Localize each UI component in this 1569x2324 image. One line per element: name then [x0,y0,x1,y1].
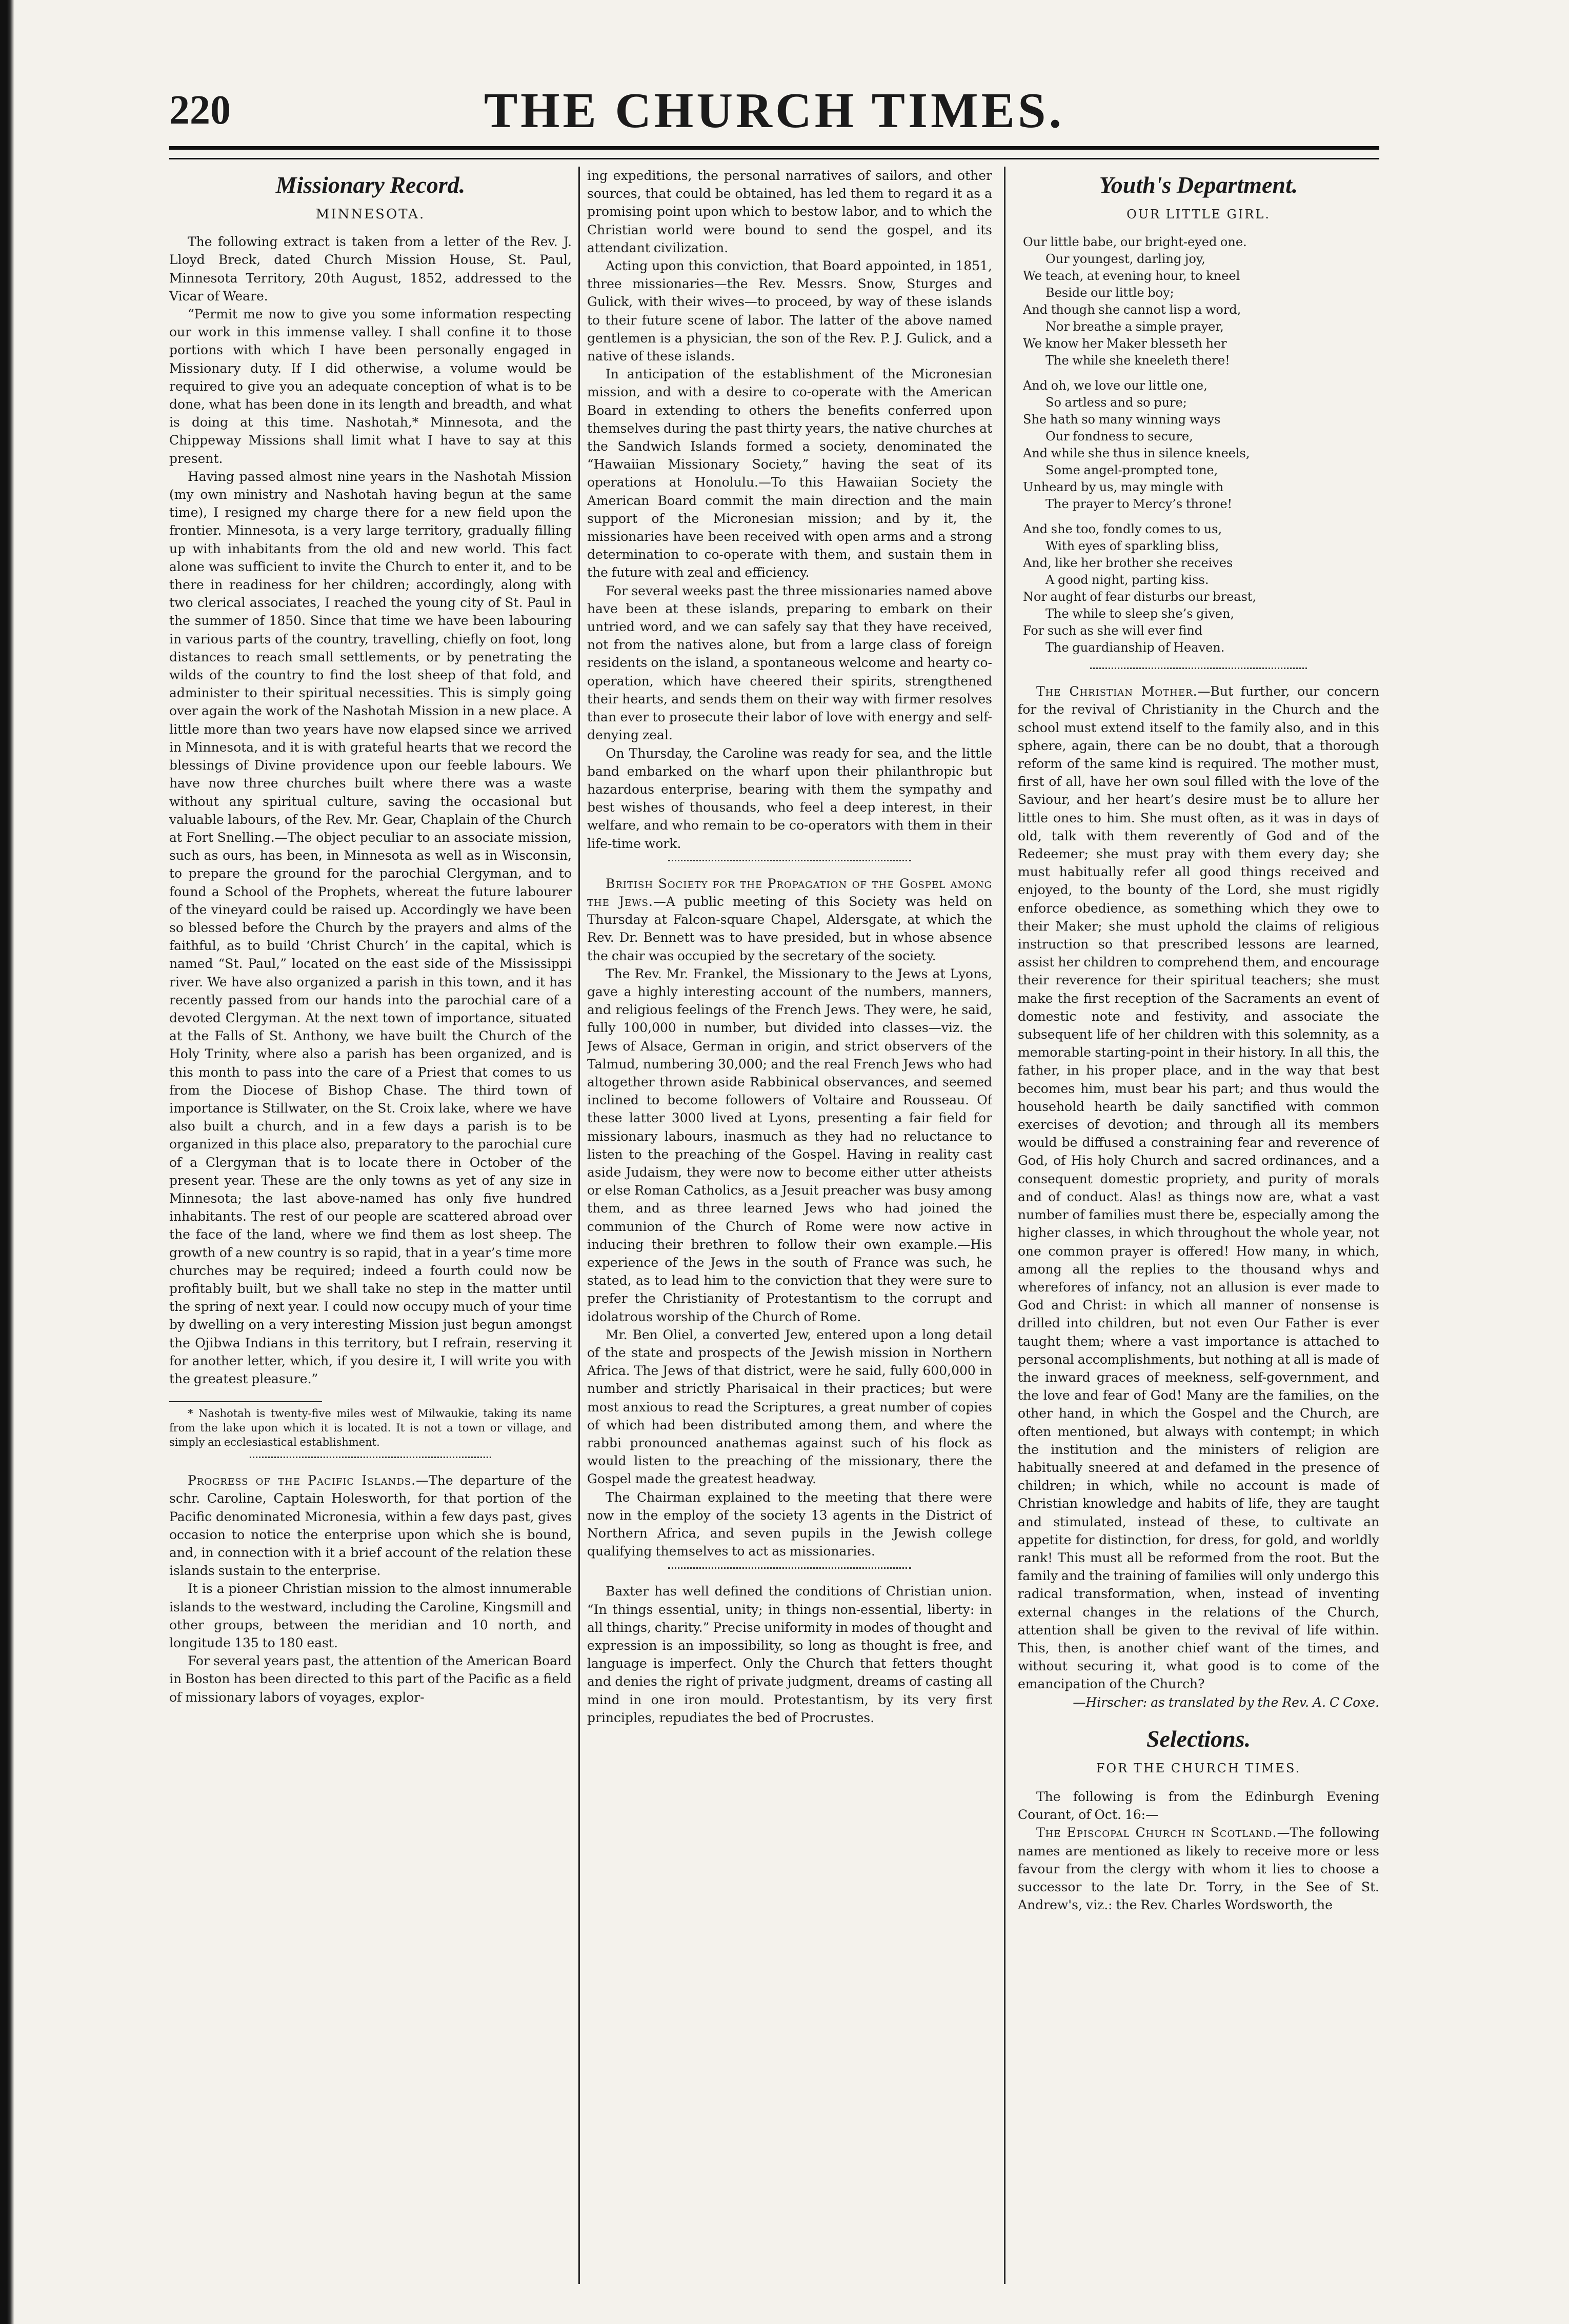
paragraph: It is a pioneer Christian mission to the almost innumerable islands to the westward, including the Caroline, Kingsmill and other groups, between the meridian and 10 north, and longitude 135 to 180 east. [169,1581,572,1651]
paragraph: Acting upon this conviction, that Board appointed, in 1851, three missionaries—the Rev. Messrs. Snow, Sturges and Gulick, with their wives—to proceed, by way of these islands to their future scene of labor. The latter of the above named gentlemen is a physician, the son of the Rev. P. J. Gulick, and a native of these islands. [587,258,992,364]
paragraph-text: —A public meeting of this Society was held on Thursday at Falcon-square Chapel, Aldersgate, at which the Rev. Dr. Bennett was to have presided, but in whose absence the chair was occupied by the secretary of the society. [587,894,992,963]
poem-line: A good night, parting kiss. [1045,573,1209,588]
poem-line: And, like her brother she receives [1023,556,1233,571]
page-binding-edge [0,0,14,2324]
column-rule [1004,167,1005,2284]
paragraph-text: —But further, our concern for the revival of Christianity in the Church and the school must extend itself to the family also, and in this sphere, again, there can be no doubt, that a thorough reform of the same kind is required. The mother must, first of all, have her own soul filled with the love of the Saviour, and her heart’s desire must be to allure her little ones to him. She must often, as it was in days of old, talk with them reverently of God and of the Redeemer; she must pray with them every day; she must habitually refer all good things received and enjoyed, to the bounty of the Lord, she must rigidly enforce obedience, as something which they owe to their Maker; she must uphold the claims of religious instruction so that prescribed lessons are learned, assist her children to comprehend them, and encourage their reverence for their spiritual teachers; she must make the first reception of the Sacraments an event of domestic note and festivity, and associate the subsequent life of her children with this solemnity, as a memorable starting-point in their history. In all this, the father, in his proper place, and in the way that best becomes him, must bear his part; and thus would the household hearth be daily sanctified with common exercises of devotion; and through all its members would be diffused a constraining fear and reverence of God, of His holy Church and sacred ordinances, and a consequent domestic propriety, and purity of morals and of conduct. Alas! as things now are, what a vast number of families must there be, especially among the higher classes, in which throughout the whole year, not one common prayer is offered! How many, in which, among all the replies to the thousand whys and wherefores of infancy, not an allusion is ever made to God and Christ: in which all manner of nonsense is drilled into children, but not even Our Father is ever taught them; where a vast importance is attached to personal accomplishments, but nothing at all is made of the inward graces of meekness, self-government, and the love and fear of God! Many are the families, on the other hand, in which the Gospel and the Church, are often mentioned, but always with contempt; in which the institution and the ministers of religion are habitually sneered at and defamed in the presence of children; in which, while no account is made of Christian knowledge and habits of life, they are taught and stimulated, instead of these, to cultivate an appetite for distinction, for dress, for gold, and worldly rank! This must all be reformed from the root. But the family and the training of families will only undergo this radical transformation, when, instead of inventing external changes in the relations of the Church, attention shall be given to the revival of life within. This, then, is another chief want of the times, and without securing it, what good is to come of the emancipation of the Church? [1018,684,1379,1692]
poem-line: And while she thus in silence kneels, [1023,446,1250,461]
paragraph: For several years past, the attention of the American Board in Boston has been directed to this part of the Pacific as a field of missionary labors of voyages, explor- [169,1653,572,1705]
poem-line: Our fondness to secure, [1045,429,1193,444]
paragraph-text: —The following names are mentioned as likely to receive more or less favour from the clergy with whom it lies to choose a successor to the late Dr. Torry, in the See of St. Andrew's, viz.: the Rev. Charles Wordsworth, the [1018,1825,1379,1913]
paragraph: On Thursday, the Caroline was ready for sea, and the little band embarked on the wharf upon their philanthropic but hazardous enterprise, bearing with them the sympathy and best wishes of thousands, who feel a deep interest, in their welfare, and who remain to be co-operators with them in their life-time work. [587,745,992,851]
column-middle [587,167,992,2289]
poem-line: The prayer to Mercy’s throne! [1045,497,1233,512]
poem-line: The while she kneeleth there! [1045,353,1230,368]
page-number: 220 [169,88,231,133]
poem [1023,234,1374,656]
column-rule [578,167,580,2284]
section-divider [250,1457,491,1464]
column-youths-department [1018,167,1379,2289]
paragraph-pacific-islands [169,1471,572,1580]
section-title-selections: Selections. [1146,1725,1251,1752]
section-divider [1090,668,1307,675]
poem-title: OUR LITTLE GIRL. [1127,207,1271,221]
poem-line: Our little babe, our bright-eyed one. [1023,235,1247,250]
poem-line: Nor aught of fear disturbs our breast, [1023,590,1257,604]
poem-line: And oh, we love our little one, [1023,378,1208,393]
poem-line: And though she cannot lisp a word, [1023,302,1241,317]
footnote-rule [169,1401,322,1402]
poem-line: So artless and so pure; [1045,395,1187,410]
selections-subhead: FOR THE CHURCH TIMES. [1096,1761,1301,1775]
footnote: * Nashotah is twenty-five miles west of Milwaukie, taking its name from the lake upon which it is located. It is not a town or village, and simply an ecclesiastical establishment. [169,1407,572,1449]
poem-line: And she too, fondly comes to us, [1023,522,1222,537]
paragraph: The following extract is taken from a letter of the Rev. J. Lloyd Breck, dated Church Mission House, St. Paul, Minnesota Territory, 20th August, 1852, addressed to the Vicar of Weare. [169,234,572,304]
paragraph-episcopal-church [1018,1824,1379,1914]
section-title-youths-department: Youth's Department. [1099,172,1298,198]
poem-line: The while to sleep she’s given, [1045,607,1235,621]
poem-line: Nor breathe a simple prayer, [1045,319,1224,334]
poem-line: Unheard by us, may mingle with [1023,480,1224,495]
poem-line: Our youngest, darling joy, [1045,252,1205,267]
paragraph: Mr. Ben Oliel, a converted Jew, entered upon a long detail of the state and prospects of the Jewish mission in Northern Africa. The Jews of that district, were he said, fully 600,000 in number and strictly Pharisaical in their practices; but were most anxious to read the Scriptures, a great number of copies of which had been distributed among them, and where the rabbi pronounced anathemas against such of his flock as would listen to the preaching of the missionary, there the Gospel made the greatest headway. [587,1327,992,1487]
paragraph: For several weeks past the three missionaries named above have been at these islands, preparing to embark on their untried word, and we can safely say that they have received, not from the natives alone, but from a large class of foreign residents on the island, a spontaneous welcome and hearty co-operation, which have cheered their spirits, strengthened their hearts, and sends them on their way with firmer resolves than ever to prosecute their labor of love with energy and self-denying zeal. [587,583,992,743]
paragraph: The Chairman explained to the meeting that there were now in the employ of the society 13 agents in the District of Northern Africa, and seven pupils in the Jewish college qualifying themselves to act as missionaries. [587,1489,992,1559]
section-divider [668,1567,911,1575]
paragraph-british-society [587,875,992,965]
paragraph: “Permit me now to give you some information respecting our work in this immense valley. I shall confine it to those portions with which I have been personally engaged in Missionary duty. If I did otherwise, a volume would be required to give you an adequate conception of what is to be done, what has been done in its length and breadth, and what is doing at this time. Nashotah,* Minnesota, and the Chippeway Missions shall limit what I have to say at this present. [169,307,572,466]
poem-line: With eyes of sparkling bliss, [1045,539,1219,554]
poem-line: She hath so many winning ways [1023,412,1221,427]
paragraph-text: —The departure of the schr. Caroline, Captain Holesworth, for that portion of the Pacific denominated Micronesia, within a few days past, gives occasion to notice the enterprise upon which she is bound, and, in connection with it a brief account of the relation these islands sustain to the enterprise. [169,1473,572,1579]
poem-line: We teach, at evening hour, to kneel [1023,269,1240,284]
inline-heading-pacific-islands: Progress of the Pacific Islands. [188,1473,416,1488]
section-divider [668,860,911,867]
section-title-missionary-record: Missionary Record. [275,172,466,198]
poem-line: Some angel-prompted tone, [1045,463,1218,478]
newspaper-title: THE CHURCH TIMES. [484,83,1065,138]
inline-heading-british-society: British Society for the Propagation of the Gospel among the Jews. [587,876,992,909]
poem-line: For such as she will ever find [1023,623,1203,638]
poem-line: The guardianship of Heaven. [1045,640,1225,655]
paragraph: The Rev. Mr. Frankel, the Missionary to the Jews at Lyons, gave a highly interesting account of the numbers, manners, and religious feelings of the French Jews. They were, he said, fully 100,000 in number, but divided into classes—viz. the Jews of Alsace, German in origin, and strict observers of the Talmud, numbering 30,000; and the real French Jews who had altogether thrown aside Rabbinical observances, and seemed inclined to become followers of Voltaire and Rousseau. Of these latter 3000 lived at Lyons, presenting a fair field for missionary labours, inasmuch as they had no reluctance to listen to the preaching of the Gospel. Having in reality cast aside Judaism, they were now to become either utter atheists or else Roman Catholics, as a Jesuit preacher was busy among them, and as three learned Jews who had joined the communion of the Church of Rome were now active in inducing their brethren to follow their own example.—His experience of the Jews in the south of France was such, he stated, as to lead him to the conviction that they were sure to prefer the Christianity of Protestantism to the corrupt and idolatrous worship of the Church of Rome. [587,966,992,1324]
poem-line: Beside our little boy; [1045,286,1174,300]
paragraph: Having passed almost nine years in the Nashotah Mission (my own ministry and Nashotah having begun at the same time), I resigned my charge there for a new field upon the frontier. Minnesota, is a very large territory, gradually filling up with inhabitants from the old and new world. This fact alone was sufficient to invite the Church to enter it, and to be there in readiness for her children; accordingly, along with two clerical associates, I reached the young city of St. Paul in the summer of 1850. Since that time we have been labouring in various parts of the country, travelling, chiefly on foot, long distances to reach small settlements, or by penetrating the wilds of the country to find the lost sheep of that fold, and administer to their spiritual necessities. This is simply going over again the work of the Nashotah Mission in a new place. A little more than two years have now elapsed since we arrived in Minnesota, and it is with grateful hearts that we record the blessings of Divine providence upon our feeble labours. We have now three churches built where there was a waste without any spiritual culture, saving the occasional but valuable labours, of the Rev. Mr. Gear, Chaplain of the Church at Fort Snelling.—The object peculiar to an associate mission, such as ours, has been, in Minnesota as well as in Wisconsin, to prepare the ground for the parochial Clergyman, and to found a School of the Prophets, whereat the future labourer of the vineyard could be raised up. Accordingly we have been so blessed before the Church by the prayers and alms of the faithful, as to build ‘Christ Church’ in the capital, which is named “St. Paul,” located on the east side of the Mississippi river. We have also organized a parish in this town, and it has recently passed from our hands into the parochial care of a devoted Clergyman. At the next town of importance, situated at the Falls of St. Anthony, we have built the Church of the Holy Trinity, where also a parish has been organized, and is this month to pass into the care of a Priest that comes to us from the Diocese of Bishop Chase. The third town of importance is Stillwater, on the St. Croix lake, where we have also built a church, and in a few days a parish is to be organized in this place also, preparatory to the parochial cure of a Clergyman that is to locate there in October of the present year. These are the only towns as yet of any size in Minnesota; the last above-named has only five hundred inhabitants. The rest of our people are scattered abroad over the face of the land, where we find them as lost sheep. The growth of a new country is so rapid, that in a year’s time more churches may be required; indeed a fourth could now be profitably built, but we shall take no step in the matter until the spring of next year. I could now occupy much of your time by dwelling on a very interesting Mission just begun amongst the Ojibwa Indians in this territory, but I refrain, reserving it for another letter, which, if you desire it, I will write you with the greatest pleasure.” [169,469,572,1386]
attribution: —Hirscher: as translated by the Rev. A. C Coxe. [1073,1694,1379,1710]
paragraph-christian-mother [1018,682,1379,1693]
column-missionary-record [169,167,572,2217]
paragraph: The following is from the Edinburgh Evening Courant, of Oct. 16:— [1018,1789,1379,1823]
poem-line: We know her Maker blesseth her [1023,336,1227,351]
inline-heading-christian-mother: The Christian Mother. [1036,684,1198,699]
paragraph: In anticipation of the establishment of the Micronesian mission, and with a desire to co-operate with the American Board in extending to others the benefits conferred upon themselves during the past thirty years, the native churches at the Sandwich Islands formed a society, denominated the “Hawaiian Missionary Society,” having the seat of its operations at Honolulu.—To this Hawaiian Society the American Board commit the main direction and the main support of the Micronesian mission; and by it, the missionaries have been received with open arms and a strong determination to co-operate with them, and sustain them in the future with zeal and efficiency. [587,367,992,580]
paragraph-baxter: Baxter has well defined the conditions of Christian union. “In things essential, unity; in things non-essential, liberty: in all things, charity.” Precise uniformity in modes of thought and expression is an impossibility, so long as thought is free, and language is imperfect. Only the Church that fetters thought and denies the right of private judgment, dreams of casting all mind in one iron mould. Protestantism, by its very first principles, repudiates the bed of Procrustes. [587,1584,992,1725]
inline-heading-episcopal-church: The Episcopal Church in Scotland. [1036,1825,1277,1841]
article-heading-minnesota: MINNESOTA. [315,207,426,222]
masthead-rule [169,146,1379,159]
paragraph: ing expeditions, the personal narratives of sailors, and other sources, that could be obtained, has led them to regard it as a promising point upon which to bestow labor, and to which the Christian world were bound to send the gospel, and its attendant civilization. [587,168,992,255]
